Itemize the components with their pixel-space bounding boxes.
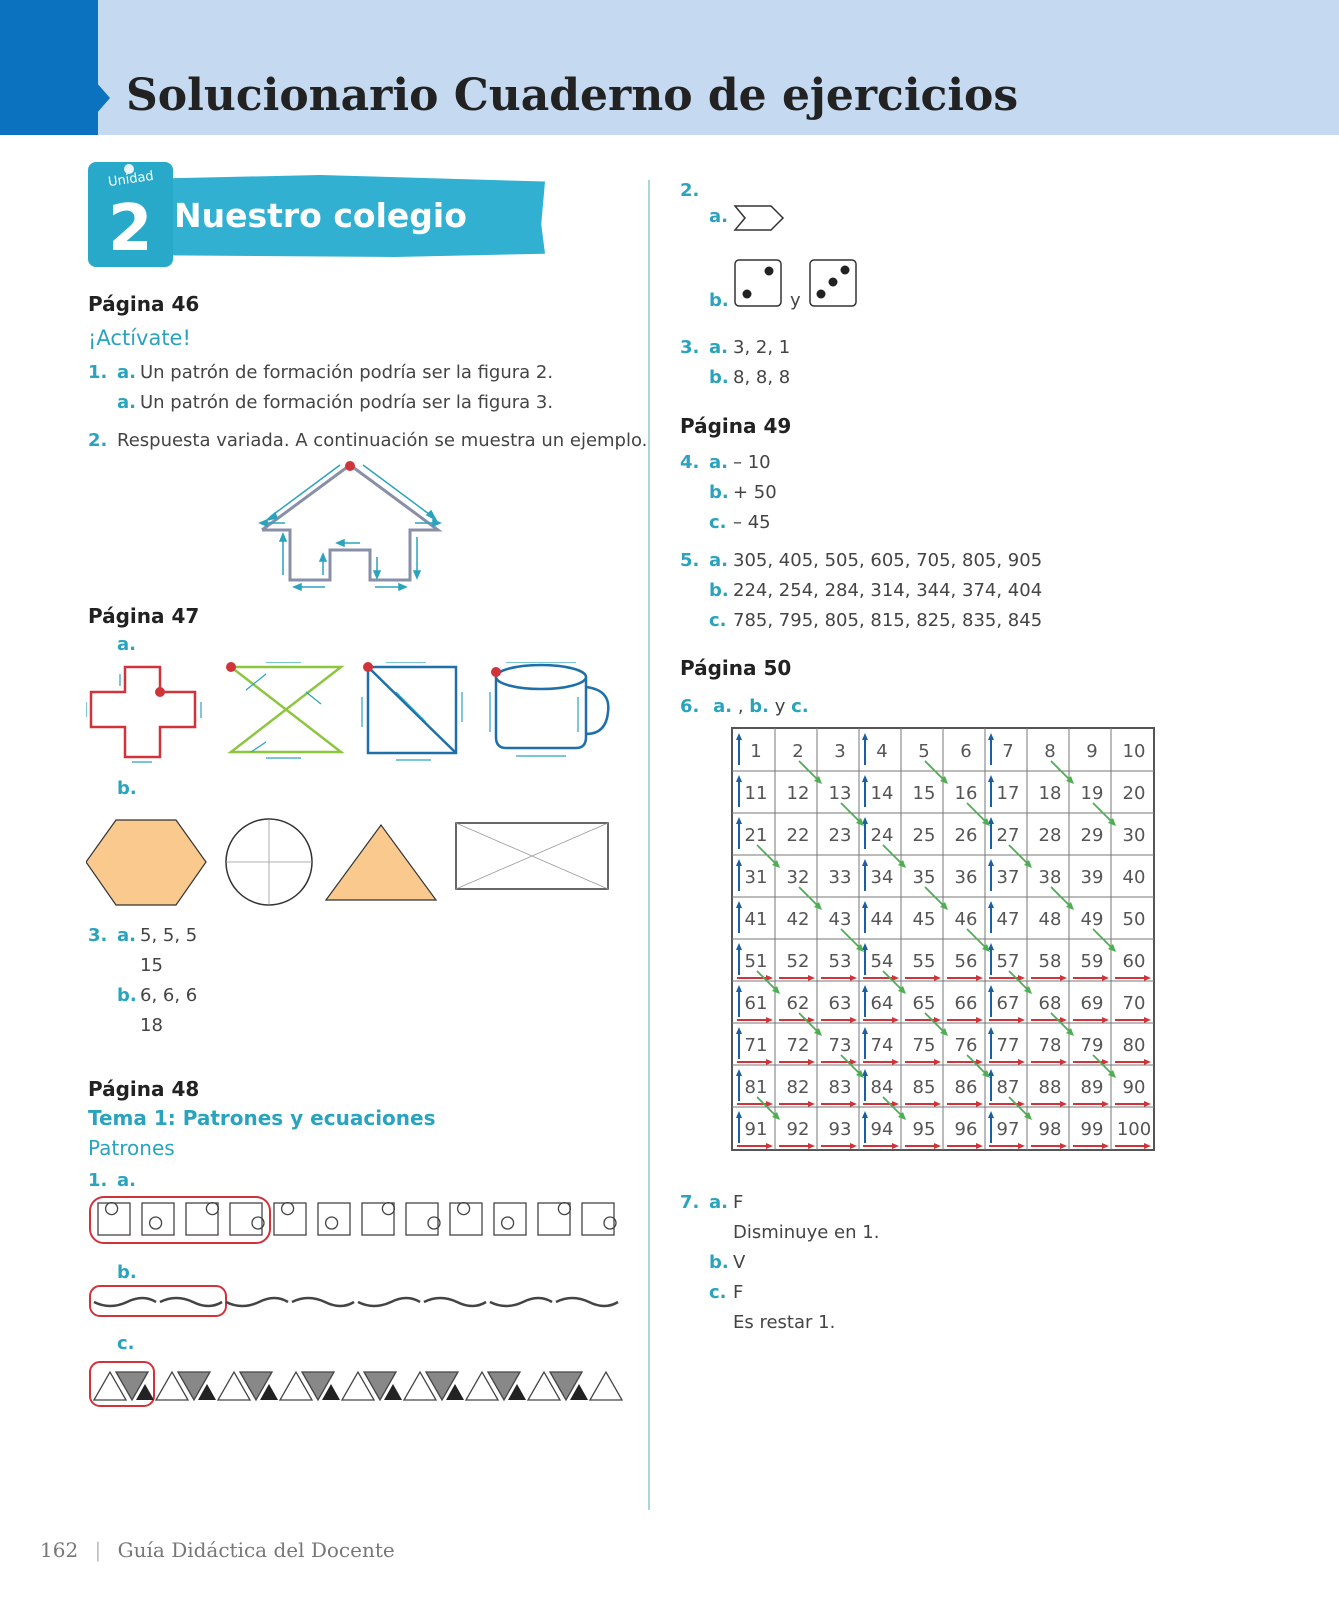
grid-arrow-red-head: [892, 1017, 899, 1023]
header-arrow-icon: [96, 82, 110, 114]
grid-number: 8: [1044, 741, 1056, 762]
r-q2b-label: b.: [709, 290, 729, 311]
grid-arrow-blue-head: [736, 901, 742, 908]
pattern-square: [450, 1203, 482, 1235]
grid-number: 85: [912, 1077, 936, 1098]
q3a-line2: 15: [140, 955, 163, 976]
r-q4-number: 4.: [680, 452, 700, 473]
q3a-line1: 5, 5, 5: [140, 925, 198, 946]
grid-arrow-red-head: [808, 1059, 815, 1065]
r-q2b-y: y: [790, 290, 801, 311]
q2-text: Respuesta variada. A continuación se muestra un ejemplo.: [117, 430, 648, 451]
grid-arrow-blue-head: [988, 859, 994, 866]
grid-number: 3: [834, 741, 846, 762]
pattern-triangles: [86, 1360, 626, 1410]
grid-number: 54: [870, 951, 894, 972]
grid-number: 56: [954, 951, 978, 972]
pattern-square: [274, 1203, 306, 1235]
grid-number: 80: [1122, 1035, 1146, 1056]
p47-b-label: b.: [117, 778, 137, 799]
grid-number: 59: [1080, 951, 1104, 972]
grid-number: 84: [870, 1077, 894, 1098]
grid-arrow-blue-head: [862, 943, 868, 950]
pattern-circle: [382, 1203, 394, 1215]
unit-title: Nuestro colegio: [174, 196, 467, 235]
pattern-square: [142, 1203, 174, 1235]
p48-q1-number: 1.: [88, 1170, 108, 1191]
q1a-label: a.: [117, 362, 136, 383]
pattern-circle: [502, 1217, 514, 1229]
grid-number: 53: [828, 951, 852, 972]
grid-arrow-blue-head: [862, 1111, 868, 1118]
grid-arrow-red-head: [850, 1017, 857, 1023]
q1-number: 1.: [88, 362, 108, 383]
grid-number: 5: [918, 741, 930, 762]
grid-number: 93: [828, 1119, 852, 1140]
r-q6-line: [680, 696, 809, 717]
grid-arrow-red-head: [808, 1101, 815, 1107]
grid-number: 13: [828, 783, 852, 804]
grid-number: 82: [786, 1077, 810, 1098]
r-q7-number: 7.: [680, 1192, 700, 1213]
pattern-square: [582, 1203, 614, 1235]
grid-arrow-blue-head: [862, 985, 868, 992]
pattern-square: [98, 1203, 130, 1235]
grid-arrow-red-head: [892, 1059, 899, 1065]
footer-separator: |: [94, 1538, 102, 1562]
grid-arrow-red-head: [934, 975, 941, 981]
grid-arrow-red-head: [808, 1143, 815, 1149]
grid-number: 51: [744, 951, 768, 972]
grid-number: 15: [912, 783, 936, 804]
q3b-label: b.: [117, 985, 137, 1006]
header-tab: [0, 0, 98, 135]
grid-arrow-blue-head: [862, 775, 868, 782]
grid-arrow-red-head: [1018, 1059, 1025, 1065]
grid-number: 72: [786, 1035, 810, 1056]
pattern-square: [186, 1203, 218, 1235]
grid-arrow-blue-head: [862, 817, 868, 824]
grid-arrow-blue-head: [862, 733, 868, 740]
r-q7a-note: Disminuye en 1.: [733, 1222, 880, 1243]
heading-page-49: Página 49: [680, 414, 792, 438]
grid-number: 23: [828, 825, 852, 846]
p48-b-label: b.: [117, 1262, 137, 1283]
grid-number: 48: [1038, 909, 1062, 930]
grid-arrow-red-head: [934, 1143, 941, 1149]
r-q5-number: 5.: [680, 550, 700, 571]
grid-number: 83: [828, 1077, 852, 1098]
grid-number: 63: [828, 993, 852, 1014]
grid-number: 1: [750, 741, 762, 762]
grid-arrow-red-head: [766, 1017, 773, 1023]
grid-number: 19: [1080, 783, 1104, 804]
grid-number: 29: [1080, 825, 1104, 846]
dice-two-icon: [733, 258, 785, 310]
grid-arrow-red-head: [1018, 1017, 1025, 1023]
r-q4c-text: – 45: [733, 512, 771, 533]
footer-page-number: 162: [40, 1538, 79, 1562]
r-q7c-note: Es restar 1.: [733, 1312, 836, 1333]
grid-number: 25: [912, 825, 936, 846]
p47-a-label: a.: [117, 634, 136, 655]
q1b-text: Un patrón de formación podría ser la figura 3.: [140, 392, 554, 413]
grid-number: 7: [1002, 741, 1014, 762]
grid-number: 81: [744, 1077, 768, 1098]
r-q5c-label: c.: [709, 610, 727, 631]
r-q7b-text: V: [733, 1252, 746, 1273]
r-q3-number: 3.: [680, 337, 700, 358]
pattern-squares: [86, 1195, 626, 1245]
heading-page-48: Página 48: [88, 1077, 200, 1101]
grid-arrow-red-head: [1144, 975, 1151, 981]
grid-number: 22: [786, 825, 810, 846]
grid-arrow-blue-head: [988, 1111, 994, 1118]
grid-number: 89: [1080, 1077, 1104, 1098]
r-q7c-label: c.: [709, 1282, 727, 1303]
grid-number: 47: [996, 909, 1020, 930]
r-q3b-label: b.: [709, 367, 729, 388]
grid-number: 9: [1086, 741, 1098, 762]
grid-arrow-red-head: [1102, 1101, 1109, 1107]
q1a-text: Un patrón de formación podría ser la figura 2.: [140, 362, 554, 383]
figures-row-a: [86, 662, 626, 772]
grid-arrow-red-head: [892, 1143, 899, 1149]
grid-arrow-blue-head: [736, 985, 742, 992]
grid-arrow-blue-head: [862, 901, 868, 908]
pattern-triangle-outline: [590, 1372, 622, 1400]
grid-number: 66: [954, 993, 978, 1014]
grid-arrow-blue-head: [862, 1069, 868, 1076]
pattern-circle: [326, 1217, 338, 1229]
grid-number: 24: [870, 825, 894, 846]
grid-number: 49: [1080, 909, 1104, 930]
grid-number: 78: [1038, 1035, 1062, 1056]
grid-arrow-blue-head: [988, 943, 994, 950]
grid-number: 60: [1122, 951, 1146, 972]
grid-number: 91: [744, 1119, 768, 1140]
grid-number: 6: [960, 741, 972, 762]
q3b-line2: 18: [140, 1015, 163, 1036]
r-q4c-label: c.: [709, 512, 727, 533]
figures-row-b: [86, 815, 626, 911]
grid-arrow-red-head: [1060, 1101, 1067, 1107]
heading-page-46: Página 46: [88, 292, 200, 316]
q3-number: 3.: [88, 925, 108, 946]
p48-a-label: a.: [117, 1170, 136, 1191]
grid-number: 14: [870, 783, 894, 804]
grid-number: 4: [876, 741, 888, 762]
r-q2-number: 2.: [680, 180, 700, 201]
grid-number: 95: [912, 1119, 936, 1140]
grid-number: 71: [744, 1035, 768, 1056]
q2-number: 2.: [88, 430, 108, 451]
grid-arrow-red-head: [1018, 1143, 1025, 1149]
q3b-line1: 6, 6, 6: [140, 985, 198, 1006]
grid-arrow-red-head: [1060, 1059, 1067, 1065]
grid-number: 64: [870, 993, 894, 1014]
grid-arrow-blue-head: [736, 817, 742, 824]
pattern-waves: [86, 1284, 626, 1324]
grid-number: 35: [912, 867, 936, 888]
unit-number: 2: [108, 192, 153, 266]
grid-arrow-blue-head: [736, 733, 742, 740]
pattern-circle: [206, 1203, 218, 1215]
pattern-circle: [458, 1203, 470, 1215]
pattern-square: [362, 1203, 394, 1235]
grid-number: 69: [1080, 993, 1104, 1014]
r-q3a-label: a.: [709, 337, 728, 358]
grid-number: 68: [1038, 993, 1062, 1014]
grid-number: 21: [744, 825, 768, 846]
grid-number: 37: [996, 867, 1020, 888]
grid-number: 50: [1122, 909, 1146, 930]
grid-number: 94: [870, 1119, 894, 1140]
heading-page-50: Página 50: [680, 656, 792, 680]
r-q5b-label: b.: [709, 580, 729, 601]
grid-arrow-red-head: [1102, 975, 1109, 981]
grid-arrow-red-head: [976, 975, 983, 981]
grid-number: 2: [792, 741, 804, 762]
grid-number: 61: [744, 993, 768, 1014]
pattern-square: [230, 1203, 262, 1235]
pattern-square: [406, 1203, 438, 1235]
grid-number: 40: [1122, 867, 1146, 888]
grid-arrow-blue-head: [862, 859, 868, 866]
r-q5c-text: 785, 795, 805, 815, 825, 835, 845: [733, 610, 1043, 631]
r-q4a-text: – 10: [733, 452, 771, 473]
r-q6-c: c.: [791, 696, 809, 717]
dice-three-icon: [808, 258, 860, 310]
page-title: Solucionario Cuaderno de ejercicios: [126, 70, 1019, 121]
patrones-heading: Patrones: [88, 1136, 175, 1160]
grid-arrow-red-head: [850, 1101, 857, 1107]
grid-number: 20: [1122, 783, 1146, 804]
grid-arrow-red-head: [1144, 1017, 1151, 1023]
tema-heading: Tema 1: Patrones y ecuaciones: [88, 1106, 436, 1130]
grid-number: 88: [1038, 1077, 1062, 1098]
r-q6-b: b.: [749, 696, 770, 717]
q3a-label: a.: [117, 925, 136, 946]
r-q6-y: y: [774, 696, 786, 717]
grid-number: 34: [870, 867, 894, 888]
grid-number: 10: [1122, 741, 1146, 762]
grid-arrow-red-head: [850, 1143, 857, 1149]
r-q5b-text: 224, 254, 284, 314, 344, 374, 404: [733, 580, 1043, 601]
grid-number: 31: [744, 867, 768, 888]
grid-number: 86: [954, 1077, 978, 1098]
grid-arrow-red-head: [934, 1101, 941, 1107]
grid-number: 17: [996, 783, 1020, 804]
grid-number: 28: [1038, 825, 1062, 846]
r-q3a-text: 3, 2, 1: [733, 337, 791, 358]
grid-arrow-red-head: [976, 1101, 983, 1107]
grid-number: 45: [912, 909, 936, 930]
house-figure: [255, 455, 455, 595]
grid-arrow-red-head: [1144, 1059, 1151, 1065]
grid-arrow-blue-head: [736, 1111, 742, 1118]
grid-number: 62: [786, 993, 810, 1014]
grid-number: 33: [828, 867, 852, 888]
grid-arrow-red-head: [1102, 1017, 1109, 1023]
grid-arrow-red-head: [808, 975, 815, 981]
grid-number: 46: [954, 909, 978, 930]
unit-word: Unidad: [107, 168, 155, 191]
r-q7a-text: F: [733, 1192, 744, 1213]
grid-number: 65: [912, 993, 936, 1014]
grid-number: 16: [954, 783, 978, 804]
footer-title: Guía Didáctica del Docente: [117, 1538, 395, 1562]
grid-number: 39: [1080, 867, 1104, 888]
p48-c-label: c.: [117, 1333, 135, 1354]
grid-number: 90: [1122, 1077, 1146, 1098]
hundred-grid: [731, 727, 1155, 1151]
r-q7c-text: F: [733, 1282, 744, 1303]
grid-number: 87: [996, 1077, 1020, 1098]
grid-number: 98: [1038, 1119, 1062, 1140]
grid-arrow-blue-head: [736, 775, 742, 782]
grid-number: 74: [870, 1035, 894, 1056]
grid-arrow-red-head: [934, 1059, 941, 1065]
pattern-circle: [150, 1217, 162, 1229]
r-q3b-text: 8, 8, 8: [733, 367, 791, 388]
grid-arrow-blue-head: [988, 901, 994, 908]
grid-number: 100: [1116, 1119, 1152, 1140]
grid-number: 27: [996, 825, 1020, 846]
pattern-circle: [558, 1203, 570, 1215]
footer: [40, 1538, 395, 1562]
grid-arrow-blue-head: [736, 943, 742, 950]
r-q5a-label: a.: [709, 550, 728, 571]
pattern-square: [538, 1203, 570, 1235]
chevron-arrow-figure: [733, 203, 787, 233]
r-q6-comma: ,: [737, 696, 744, 717]
grid-number: 12: [786, 783, 810, 804]
grid-arrow-blue-head: [988, 1027, 994, 1034]
grid-arrow-red-head: [1144, 1143, 1151, 1149]
grid-arrow-red-head: [766, 1059, 773, 1065]
r-q6-number: 6.: [680, 696, 700, 717]
pattern-circle: [106, 1203, 118, 1215]
grid-arrow-blue-head: [988, 817, 994, 824]
pattern-square: [494, 1203, 526, 1235]
grid-number: 75: [912, 1035, 936, 1056]
r-q2a-label: a.: [709, 206, 728, 227]
grid-number: 58: [1038, 951, 1062, 972]
subheading-activate: ¡Actívate!: [88, 326, 191, 350]
pattern-square: [318, 1203, 350, 1235]
grid-arrow-blue-head: [736, 1027, 742, 1034]
grid-arrow-blue-head: [862, 1027, 868, 1034]
r-q7b-label: b.: [709, 1252, 729, 1273]
r-q4b-text: + 50: [733, 482, 777, 503]
heading-page-47: Página 47: [88, 604, 200, 628]
grid-number: 41: [744, 909, 768, 930]
grid-number: 96: [954, 1119, 978, 1140]
r-q4b-label: b.: [709, 482, 729, 503]
grid-arrow-blue-head: [736, 859, 742, 866]
grid-number: 52: [786, 951, 810, 972]
grid-number: 55: [912, 951, 936, 972]
grid-arrow-red-head: [766, 1143, 773, 1149]
grid-arrow-blue-head: [988, 733, 994, 740]
grid-arrow-blue-head: [736, 1069, 742, 1076]
grid-number: 38: [1038, 867, 1062, 888]
q1b-label: a.: [117, 392, 136, 413]
grid-arrow-red-head: [1102, 1143, 1109, 1149]
grid-arrow-red-head: [976, 1143, 983, 1149]
grid-number: 92: [786, 1119, 810, 1140]
grid-number: 57: [996, 951, 1020, 972]
grid-number: 26: [954, 825, 978, 846]
grid-number: 73: [828, 1035, 852, 1056]
grid-number: 30: [1122, 825, 1146, 846]
grid-number: 36: [954, 867, 978, 888]
grid-arrow-red-head: [1060, 1143, 1067, 1149]
r-q7a-label: a.: [709, 1192, 728, 1213]
grid-number: 70: [1122, 993, 1146, 1014]
pattern-circle: [282, 1203, 294, 1215]
grid-arrow-blue-head: [988, 1069, 994, 1076]
r-q4a-label: a.: [709, 452, 728, 473]
grid-number: 32: [786, 867, 810, 888]
grid-number: 42: [786, 909, 810, 930]
grid-number: 11: [744, 783, 768, 804]
grid-number: 43: [828, 909, 852, 930]
grid-number: 44: [870, 909, 894, 930]
grid-arrow-blue-head: [988, 775, 994, 782]
grid-number: 18: [1038, 783, 1062, 804]
grid-arrow-red-head: [1144, 1101, 1151, 1107]
grid-arrow-red-head: [1060, 975, 1067, 981]
grid-number: 76: [954, 1035, 978, 1056]
grid-number: 97: [996, 1119, 1020, 1140]
r-q5a-text: 305, 405, 505, 605, 705, 805, 905: [733, 550, 1043, 571]
grid-arrow-red-head: [976, 1017, 983, 1023]
grid-number: 79: [1080, 1035, 1104, 1056]
grid-number: 67: [996, 993, 1020, 1014]
r-q6-a: a.: [713, 696, 733, 717]
grid-arrow-red-head: [850, 975, 857, 981]
grid-arrow-blue-head: [988, 985, 994, 992]
column-divider: [648, 180, 650, 1510]
grid-number: 77: [996, 1035, 1020, 1056]
grid-number: 99: [1080, 1119, 1104, 1140]
